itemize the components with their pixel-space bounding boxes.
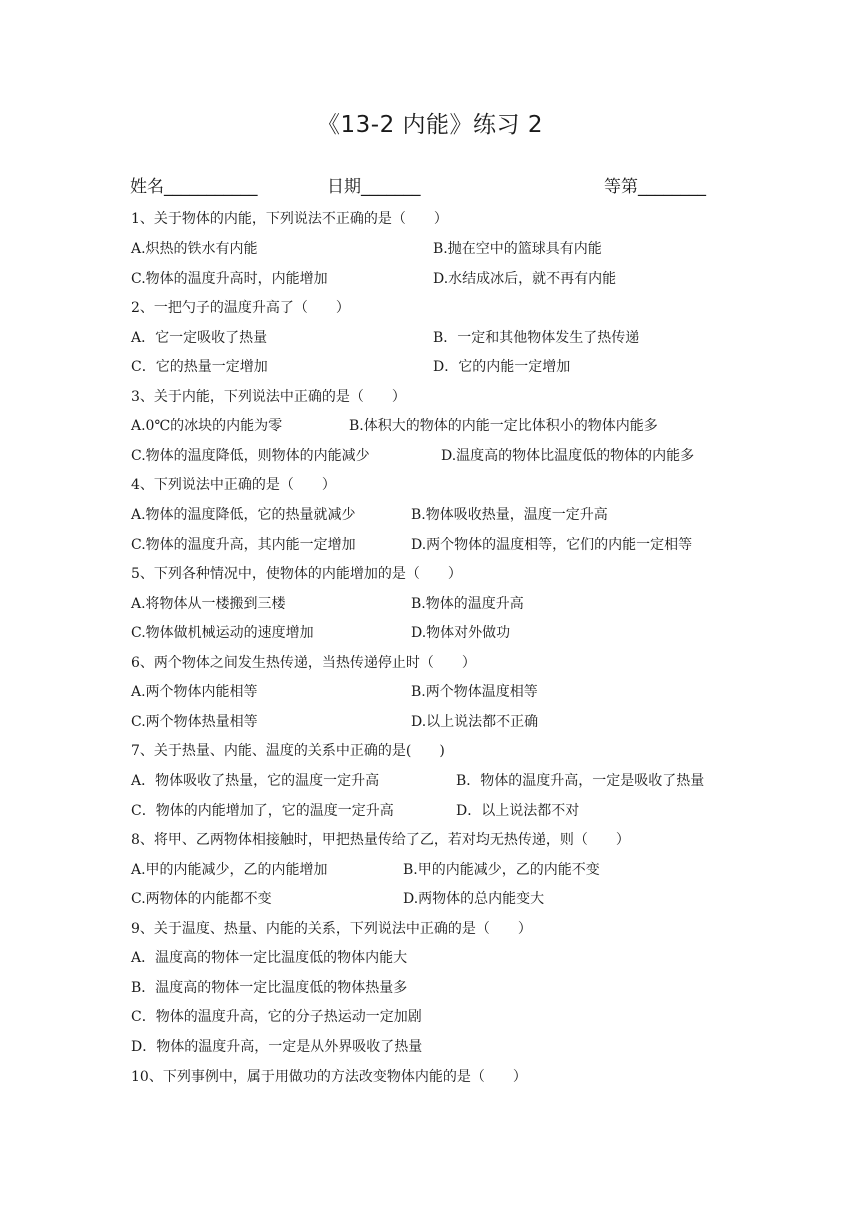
q3-option-a: A.0℃的冰块的内能为零	[131, 418, 283, 434]
q6-option-c: C.两个物体热量相等	[131, 714, 258, 730]
page-title: 《13-2 内能》练习 2	[317, 112, 543, 138]
q5-option-b: B.物体的温度升高	[411, 596, 524, 612]
q4-option-d: D.两个物体的温度相等，它们的内能一定相等	[411, 537, 693, 553]
q8-option-c: C.两物体的内能都不变	[131, 891, 272, 907]
q4-option-b: B.物体吸收热量，温度一定升高	[411, 507, 608, 523]
q3-option-d: D.温度高的物体比温度低的物体的内能多	[441, 448, 695, 464]
q8-option-d: D.两物体的总内能变大	[403, 891, 545, 907]
q9-option-c: C．物体的温度升高，它的分子热运动一定加剧	[131, 1009, 422, 1025]
question-4: 4、下列说法中正确的是（ ）	[131, 477, 336, 493]
q6-option-b: B.两个物体温度相等	[411, 684, 538, 700]
q1-option-b: B.抛在空中的篮球具有内能	[433, 241, 602, 257]
grade-field[interactable]: 等第________	[604, 177, 706, 197]
q3-option-c: C.物体的温度降低，则物体的内能减少	[131, 448, 370, 464]
question-9: 9、关于温度、热量、内能的关系，下列说法中正确的是（ ）	[131, 921, 532, 937]
question-10: 10、下列事例中，属于用做功的方法改变物体内能的是（ ）	[131, 1069, 527, 1085]
question-5: 5、下列各种情况中，使物体的内能增加的是（ ）	[131, 566, 462, 582]
q9-option-b: B．温度高的物体一定比温度低的物体热量多	[131, 980, 408, 996]
question-3: 3、关于内能，下列说法中正确的是（ ）	[131, 389, 406, 405]
question-8: 8、将甲、乙两物体相接触时，甲把热量传给了乙，若对均无热传递，则（ ）	[131, 832, 630, 848]
q3-option-b: B.体积大的物体的内能一定比体积小的物体内能多	[349, 418, 658, 434]
question-1: 1、关于物体的内能，下列说法不正确的是（ ）	[131, 211, 448, 227]
question-6: 6、两个物体之间发生热传递，当热传递停止时（ ）	[131, 655, 476, 671]
q2-option-b: B．一定和其他物体发生了热传递	[433, 330, 640, 346]
q7-option-b: B．物体的温度升高，一定是吸收了热量	[456, 773, 705, 789]
q1-option-d: D.水结成冰后，就不再有内能	[433, 271, 617, 287]
q7-option-c: C．物体的内能增加了，它的温度一定升高	[131, 803, 394, 819]
q4-option-c: C.物体的温度升高，其内能一定增加	[131, 537, 356, 553]
q8-option-a: A.甲的内能减少，乙的内能增加	[131, 862, 328, 878]
q4-option-a: A.物体的温度降低，它的热量就减少	[131, 507, 356, 523]
q2-option-a: A．它一定吸收了热量	[131, 330, 268, 346]
q2-option-d: D．它的内能一定增加	[433, 359, 571, 375]
q8-option-b: B.甲的内能减少，乙的内能不变	[403, 862, 600, 878]
q5-option-d: D.物体对外做功	[411, 625, 511, 641]
q9-option-d: D．物体的温度升高，一定是从外界吸收了热量	[131, 1039, 423, 1055]
question-7: 7、关于热量、内能、温度的关系中正确的是( )	[131, 743, 445, 759]
q6-option-a: A.两个物体内能相等	[131, 684, 258, 700]
q6-option-d: D.以上说法都不正确	[411, 714, 539, 730]
q1-option-c: C.物体的温度升高时，内能增加	[131, 271, 328, 287]
q5-option-a: A.将物体从一楼搬到三楼	[131, 596, 286, 612]
name-field[interactable]: 姓名___________	[130, 177, 258, 197]
q7-option-d: D．以上说法都不对	[456, 803, 580, 819]
q5-option-c: C.物体做机械运动的速度增加	[131, 625, 314, 641]
q7-option-a: A．物体吸收了热量，它的温度一定升高	[131, 773, 380, 789]
question-2: 2、一把勺子的温度升高了（ ）	[131, 300, 350, 316]
q1-option-a: A.炽热的铁水有内能	[131, 241, 258, 257]
q2-option-c: C．它的热量一定增加	[131, 359, 268, 375]
q9-option-a: A．温度高的物体一定比温度低的物体内能大	[131, 950, 408, 966]
date-field[interactable]: 日期_______	[327, 177, 421, 197]
